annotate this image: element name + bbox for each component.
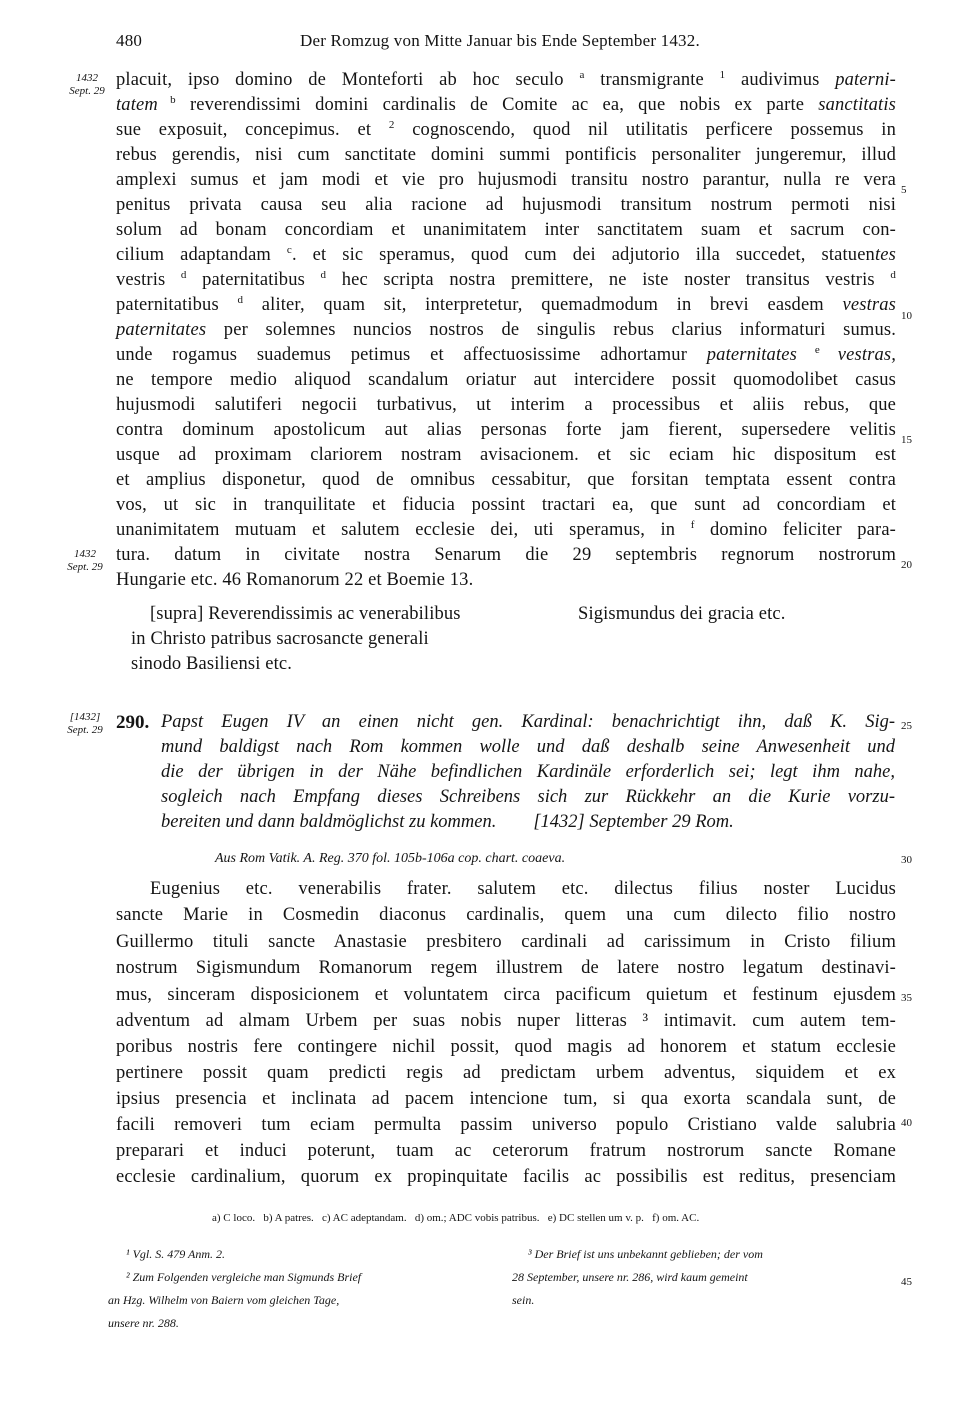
text-line: et amplius disponetur, quod de omnibus cessabitur, que forsitan temptata essent contra [116, 470, 896, 490]
line-number: 25 [901, 720, 912, 732]
text-line: Eugenius etc. venerabilis frater. salutem etc. dilectus filius noster Lucidus [150, 879, 896, 899]
variants-apparatus: a) C loco. b) A patres. c) AC adeptandam. d) om.; ADC vobis patribus. e) DC stellen um v. p. f) om. AC. [212, 1212, 700, 1224]
source-note: Aus Rom Vatik. A. Reg. 370 fol. 105b-106a cop. chart. coaeva. [215, 851, 566, 866]
text-line: ecclesie cardinalium, quorum ex propinquitate facilis ac possibilis est reditus, presenciam [116, 1167, 896, 1187]
running-title: Der Romzug von Mitte Januar bis Ende September 1432. [300, 31, 700, 50]
line-number: 45 [901, 1276, 912, 1288]
text-line: paternitatibus $^d$ aliter, quam sit, interpretetur, quemadmodum in brevi easdem vestras [116, 293, 896, 315]
text-line: penitus privata causa seu alia racione ad hujusmodi transitum nostrum permoti nisi [116, 195, 896, 215]
text-line: tura. datum in civitate nostra Senarum die 29 septembris regnorum nostrorum [116, 545, 896, 565]
address-line: in Christo patribus sacrosancte generali [131, 629, 429, 649]
text-line: placuit, ipso domino de Monteforti ab hoc seculo $^a$ transmigrante $^1$ audivimus paterni- [116, 68, 896, 90]
text-line: paternitates per solemnes nuncios nostros de singulis rebus clarius informaturi sumus. [116, 320, 896, 340]
text-line: usque ad proximam clariorem nostram avisacionem. et sic eciam hic dispositum est [116, 445, 896, 465]
text-line: pertinere possit quam predicti regis ad predictam urbem adventus, siquidem et ex [116, 1063, 896, 1083]
text-line: facili removeri tum eciam permulta passim universo populo Cristiano valde salubria [116, 1115, 896, 1135]
address-line: [supra] Reverendissimis ac venerabilibus [150, 604, 461, 624]
line-number: 15 [901, 434, 912, 446]
text-line: amplexi sumus et jam modi et vie pro hujusmodi transitu nostro parantur, nulla re vera [116, 170, 896, 190]
text-line: unanimitatem mutuam et salutem ecclesie dei, uti speramus, in $^f$ domino feliciter para- [116, 518, 896, 540]
line-number: 40 [901, 1117, 912, 1129]
text-line: adventum ad almam Urbem per suas nobis nuper litteras ³ intimavit. cum autem tem- [116, 1011, 896, 1031]
margin-date-1: 1432 Sept. 29 [69, 72, 105, 97]
margin-date-3: [1432] Sept. 29 [67, 711, 103, 736]
footnote-line: ¹ Vgl. S. 479 Anm. 2. [126, 1247, 226, 1261]
line-number: 35 [901, 992, 912, 1004]
entry-title-line: sogleich nach Empfang dieses Schreibens sich zur Rückkehr an die Kurie vorzu- [161, 787, 895, 807]
line-number: 10 [901, 310, 912, 322]
text-line: cilium adaptandam $^c$. et sic speramus, quod cum dei adjutorio illa succedet, statuentes [116, 243, 896, 265]
entry-title-line: mund baldigst nach Rom kommen wolle und daß deshalb seine Anwesenheit und [161, 737, 895, 757]
text-line: mus, sinceram disposicionem et voluntatem circa pacificum quietum et festinum ejusdem [116, 985, 896, 1005]
text-line: Hungarie etc. 46 Romanorum 22 et Boemie 13. [116, 570, 474, 590]
text-line: sue exposuit, concepimus. et $^2$ cognoscendo, quod nil utilitatis perficere possemus in [116, 118, 896, 140]
signature: Sigismundus dei gracia etc. [578, 604, 786, 624]
address-line: sinodo Basiliensi etc. [131, 654, 293, 674]
text-line: solum ad bonam concordiam et unanimitatem inter sanctitatem suam et sacrum con- [116, 220, 896, 240]
entry-number: 290. [116, 712, 150, 733]
entry-title-line: Papst Eugen IV an einen nicht gen. Kardinal: benachrichtigt ihn, daß K. Sig- [161, 712, 895, 732]
footnote-line: sein. [512, 1293, 535, 1307]
footnote-line: ² Zum Folgenden vergleiche man Sigmunds Brief [126, 1270, 362, 1284]
text-line: hujusmodi salutiferi negocii turbativus, ut interim a processibus et aliis rebus, que [116, 395, 896, 415]
text-line: tatem $^b$ reverendissimi domini cardinalis de Comite ac ea, que nobis ex parte sanctitatis [116, 93, 896, 115]
line-number: 20 [901, 559, 912, 571]
entry-title-line: die der übrigen in der Nähe befindlichen Kardinäle erforderlich sei; legt ihm nahe, [161, 762, 895, 782]
text-line: sancte Marie in Cosmedin diaconus cardinalis, quem una cum dilecto filio nostro [116, 905, 896, 925]
line-number: 30 [901, 854, 912, 866]
text-line: Guillermo tituli sancte Anastasie presbitero cardinali ad carissimum in Cristo filium [116, 932, 896, 952]
text-line: poribus nostris fere contingere nichil possit, quod magis ad honorem et statum ecclesie [116, 1037, 896, 1057]
text-line: vestris $^d$ paternitatibus $^d$ hec scripta nostra premittere, ne iste noster transitus vestris $^d$ [116, 268, 896, 290]
line-number: 5 [901, 184, 907, 196]
entry-title-line: bereiten und dann baldmöglichst zu kommen. [1432] September 29 Rom. [161, 812, 734, 832]
text-line: vos, ut sic in tranquilitate et fiducia possint tractari ea, que sunt ad concordiam et [116, 495, 896, 515]
footnote-line: an Hzg. Wilhelm von Baiern vom gleichen Tage, [108, 1293, 340, 1307]
text-line: unde rogamus suademus petimus et affectuosissime adhortamur paternitates $^e$ vestras, [116, 343, 896, 365]
text-line: ne tempore medio aliquod scandalum oriatur aut intercidere possit quomodolibet casus [116, 370, 896, 390]
text-line: preparari et induci poterunt, tuam ac ceterorum fratrum nostrorum sancte Romane [116, 1141, 896, 1161]
text-line: rebus gerendis, nisi cum sanctitate domini summi pontificis personaliter jungeremur, illud [116, 145, 896, 165]
footnote-line: unsere nr. 288. [108, 1316, 179, 1330]
text-line: ipsius presencia et inclinata ad pacem intencione tum, si qua exorta scandala sunt, de [116, 1089, 896, 1109]
margin-date-2: 1432 Sept. 29 [67, 548, 103, 573]
text-line: contra dominum apostolicum aut alias personas forte jam fierent, supersedere velitis [116, 420, 896, 440]
footnote-line: 28 September, unsere nr. 286, wird kaum gemeint [512, 1270, 748, 1284]
footnote-line: ³ Der Brief ist uns unbekannt geblieben; der vom [528, 1247, 763, 1261]
text-line: nostrum Sigismundum Romanorum regem illustrem de latere nostro legatum destinavi- [116, 958, 896, 978]
page-number: 480 [116, 31, 143, 50]
